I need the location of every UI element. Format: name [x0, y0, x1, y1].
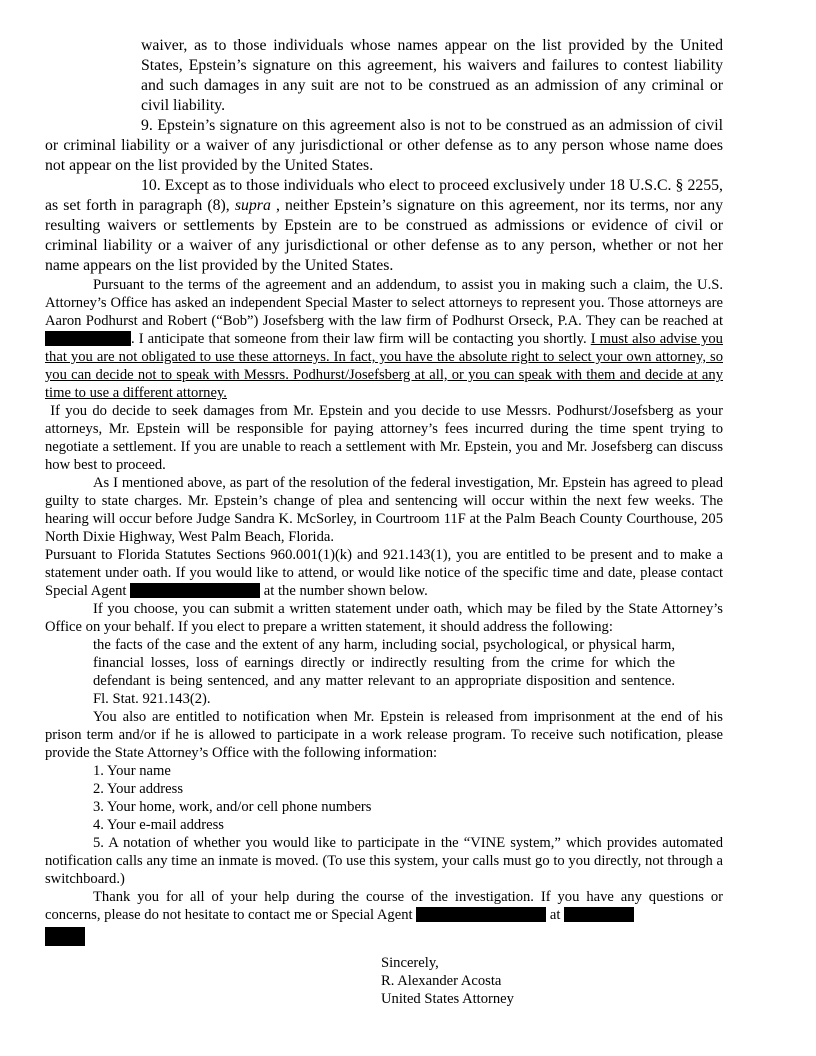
redaction-box	[45, 927, 85, 946]
letter-page	[45, 36, 723, 1008]
attorneys-text-b: . I anticipate that someone from their law firm will be contacting you shortly.	[131, 331, 587, 347]
redaction-box	[45, 331, 131, 346]
written-statement-paragraph: If you choose, you can submit a written statement under oath, which may be filed by the State Attorney’s Office on your behalf. If you elect to prepare a written statement, it should address the following:	[45, 601, 723, 635]
attorney-choice-notice: I must also advise you that you are not obligated to use these attorneys. In fact, you have the absolute right to select your own attorney, so you can decide not to speak with Messrs. Podhurst/Josefsberg at all, or you can speak with them and decide at any time to use a different attorney.	[45, 331, 723, 401]
statutes-text-a: Pursuant to Florida Statutes Sections 960.001(1)(k) and 921.143(1), you are entitled to be present and to make a statement under oath. If you would like to attend, or would like notice of the specific time and date, please contact Special Agent	[45, 547, 723, 599]
signature-block	[381, 954, 723, 1008]
list-item: 3. Your home, work, and/or cell phone numbers	[93, 799, 372, 815]
attorneys-paragraph	[45, 276, 723, 402]
redaction-box	[564, 907, 634, 922]
paragraph-9: 9. Epstein’s signature on this agreement also is not to be construed as an admission of civil or criminal liability or a waiver of any jurisdictional or other defense as to any person whose name does not appear on the list provided by the United States.	[45, 117, 723, 174]
attorneys-fees-paragraph	[45, 402, 723, 474]
paragraph-10-text-b: , neither Epstein’s signature on this agreement, nor its terms, nor any resulting waivers or settlements by Epstein are to be construed as admissions or evidence of civil or criminal liability or a waiver of any jurisdictional or other defense as to any person, whether or not her name appears on the list provided by the United States.	[45, 197, 723, 274]
plea-paragraph: As I mentioned above, as part of the resolution of the federal investigation, Mr. Epstein has agreed to plead guilty to state charges. Mr. Epstein’s change of plea and sentencing will occur within the next few weeks. The hearing will occur before Judge Sandra K. McSorley, in Courtroom 11F at the Palm Beach County Courthouse, 205 North Dixie Highway, West Palm Beach, Florida.	[45, 475, 723, 545]
list-item: 2. Your address	[93, 781, 183, 797]
statutes-text-b: at the number shown below.	[263, 583, 428, 599]
release-notification-paragraph: You also are entitled to notification when Mr. Epstein is released from imprisonment at the end of his prison term and/or if he is allowed to participate in a work release program. To receive such notification, please provide the State Attorney’s Office with the following information:	[45, 709, 723, 761]
closing: Sincerely,	[381, 955, 439, 971]
statute-quote: the facts of the case and the extent of any harm, including social, psychological, or physical harm, financial losses, loss of earnings directly or indirectly resulting from the crime for which the defendant is being sentenced, and any matter relevant to an appropriate disposition and sentence. Fl. Stat. 921.143(2).	[93, 637, 675, 707]
paragraph-10-text-a: 10. Except as to those individuals who elect to proceed exclusively under 18 U.S.C. § 2255, as set forth in paragraph (8),	[45, 177, 723, 214]
redaction-box	[416, 907, 546, 922]
signer-name: R. Alexander Acosta	[381, 973, 502, 989]
paragraph-10	[45, 176, 723, 276]
waiver-paragraph: waiver, as to those individuals whose names appear on the list provided by the United States, Epstein’s signature on this agreement, his waivers and failures to contest liability and such damages in any suit are not to be construed as an admission of any criminal or civil liability.	[141, 37, 723, 114]
vine-paragraph: 5. A notation of whether you would like to participate in the “VINE system,” which provides automated notification calls any time an inmate is moved. (To use this system, your calls must go to you directly, not through a switchboard.)	[45, 835, 723, 887]
supra-italic: supra	[234, 197, 271, 214]
statutes-paragraph	[45, 546, 723, 600]
attorneys-fees-text: If you do decide to seek damages from Mr. Epstein and you decide to use Messrs. Podhurst/Josefsberg as your attorneys, Mr. Epstein will be responsible for paying attorney’s fees incurred during the time spent trying to negotiate a settlement. If you are unable to reach a settlement with Mr. Epstein, you and Mr. Josefsberg can discuss how best to proceed.	[45, 403, 723, 473]
list-item: 4. Your e-mail address	[93, 817, 224, 833]
thanks-paragraph	[45, 888, 723, 948]
signer-title: United States Attorney	[381, 991, 514, 1007]
thanks-text-a: Thank you for all of your help during the course of the investigation. If you have any questions or concerns, please do not hesitate to contact me or Special Agent	[45, 889, 723, 923]
attorneys-text-a: Pursuant to the terms of the agreement and an addendum, to assist you in making such a claim, the U.S. Attorney’s Office has asked an independent Special Master to select attorneys to represent you. Those attorneys are Aaron Podhurst and Robert (“Bob”) Josefsberg with the law firm of Podhurst Orseck, P.A. They can be reached at	[45, 277, 723, 329]
thanks-text-b: at	[549, 907, 561, 923]
list-item: 1. Your name	[93, 763, 171, 779]
redaction-box	[130, 583, 260, 598]
